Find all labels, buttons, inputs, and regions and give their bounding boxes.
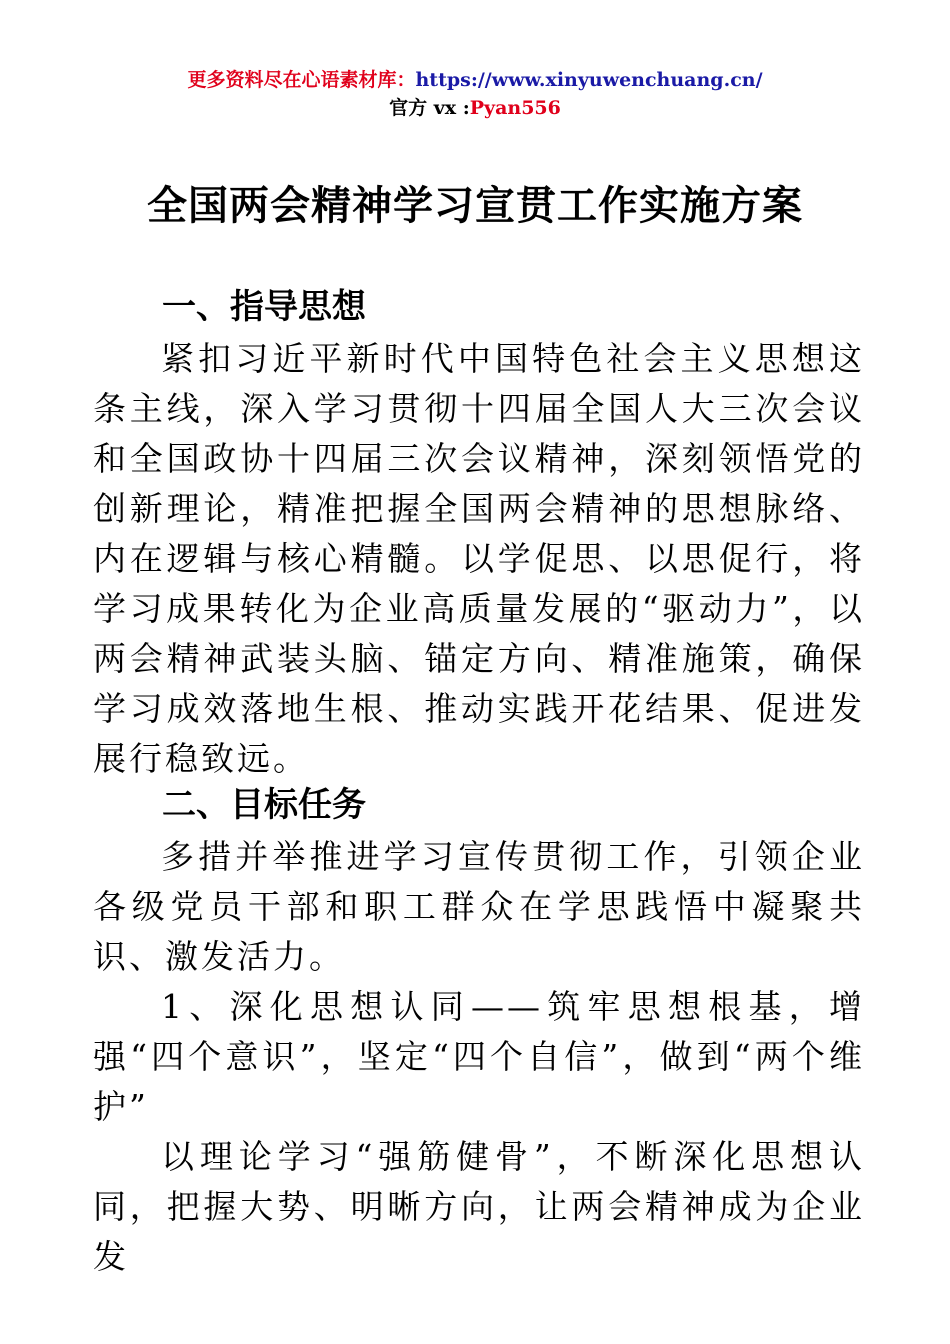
section-heading-goals-tasks: 二、目标任务	[162, 785, 366, 825]
header-wechat-label: 官方 vx :	[389, 97, 470, 119]
header-url-link[interactable]: https://www.xinyuwenchuang.cn/	[415, 69, 763, 91]
paragraph-item-1-body: 以理论学习“强筋健骨”，不断深化思想认同，把握大势、明晰方向，让两会精神成为企业发	[93, 1137, 865, 1276]
header-wechat-id: Pyan556	[469, 97, 561, 119]
page-header	[0, 68, 950, 120]
document-title: 全国两会精神学习宣贯工作实施方案	[147, 182, 803, 229]
header-promo-text: 更多资料尽在心语素材库：	[187, 69, 416, 91]
paragraph-guiding-ideology: 紧扣习近平新时代中国特色社会主义思想这条主线，深入学习贯彻十四届全国人大三次会议和全国政协十四届三次会议精神，深刻领悟党的创新理论，精准把握全国两会精神的思想脉络、内在逻辑与核心精髓。以学促思、以思促行，将学习成果转化为企业高质量发展的“驱动力”，以两会精神武装头脑、锚定方向、精准施策，确保学习成效落地生根、推动实践开花结果、促进发展行稳致远。	[93, 339, 865, 778]
paragraph-item-1-heading: 1、深化思想认同——筑牢思想根基，增强“四个意识”，坚定“四个自信”，做到“两个维护”	[93, 987, 865, 1126]
header-line-1	[0, 68, 950, 92]
header-line-2	[0, 96, 950, 120]
paragraph-goals-intro: 多措并举推进学习宣传贯彻工作，引领企业各级党员干部和职工群众在学思践悟中凝聚共识、激发活力。	[93, 837, 865, 976]
section-heading-guiding-ideology: 一、指导思想	[162, 287, 366, 327]
